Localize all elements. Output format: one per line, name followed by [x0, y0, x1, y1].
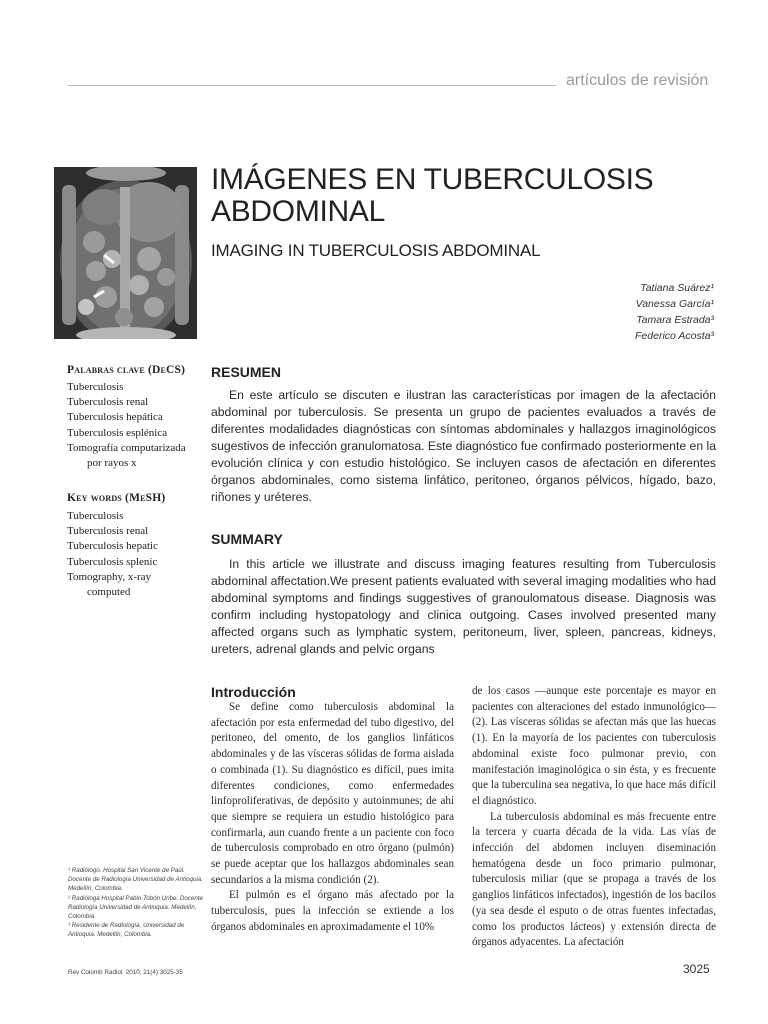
keyword-item: Tomography, x-ray	[67, 570, 152, 583]
resumen-heading: RESUMEN	[211, 364, 282, 380]
body-column-right	[472, 684, 716, 951]
article-title	[211, 164, 653, 228]
resumen-text: En este artículo se discuten e ilustran las características por imagen de la afectación abdominal por tuberculosis. Se presenta un grupo de pacientes evaluados a través de diferentes modalidades diagnósticas con síntomas abdominales y hallazgos imaginológicos sugestivos de infección granulomatosa. Este diagnóstico fue confirmado posteriormente en la evolución clínica y con estudio histológico. Se incluyen casos de afectación en diferentes órganos abdominales, como sistema linfático, peritoneo, órganos pélvicos, hígado, bazo, riñones y uréteres.	[211, 388, 716, 504]
section-label: artículos de revisión	[566, 72, 709, 89]
body-paragraph: El pulmón es el órgano más afectado por la tuberculosis, pues la infección se extiende a los órganos abdominales en aproximadamente el 10%	[211, 889, 454, 933]
footnote: ³ Residente de Radiología, Universidad de Antioquia. Medellín, Colombia.	[68, 922, 185, 939]
keywords-en-list	[67, 509, 207, 600]
keyword-item: por rayos x	[87, 457, 137, 470]
keywords-es-heading: Palabras clave (DeCS)	[67, 364, 186, 376]
author-list	[635, 280, 714, 344]
keyword-item: Tomografía computarizada	[67, 441, 186, 454]
body-paragraph: La tuberculosis abdominal es más frecuente entre la tercera y cuarta década de la vida. Las vías de infección del abdomen incluyen diseminación hematógena desde un foco primario pulmonar, tuberculosis miliar (que se propaga a través de los ganglios linfáticos infectados), ingestión de los bacilos (ya sea desde el esputo o de otras fuentes infectadas, como los productos lácteos) y extensión directa de órganos adyacentes. La afectación	[472, 810, 716, 949]
ct-scan-image	[54, 167, 197, 339]
body-paragraph: Se define como tuberculosis abdominal la afectación por esta enfermedad del tubo digestivo, del peritoneo, del omento, de los ganglios linfáticos abdominales y de las vísceras sólidas de forma aislada o combinada (1). Su diagnóstico es difícil, pues imita diferentes condiciones, como enfermedades linfoproliferativas, de depósito y autoinmunes; de ahí que siempre se requiera un estudio histológico para confirmarla, aun cuando frente a un paciente con foco de tuberculosis comprobado en otro órgano (pulmón) se puede aceptar que los hallazgos abdominales sean secundarios a la misma condición (2).	[211, 701, 454, 886]
title-line-1: IMÁGENES EN TUBERCULOSIS	[211, 163, 654, 196]
page-number: 3025	[683, 962, 710, 976]
keyword-item: Tuberculosis esplénica	[67, 426, 168, 439]
keyword-item: Tuberculosis hepatic	[67, 540, 158, 553]
keyword-item: computed	[87, 586, 131, 599]
author-footnotes	[68, 866, 206, 940]
keywords-en-heading: Key words (MeSH)	[67, 492, 166, 504]
footnote: ² Radióloga Hospital Pablo Tobón Uribe. Docente Radiología Universidad de Antioquia. Medellín, Colombia.	[68, 894, 203, 921]
body-paragraph: de los casos —aunque este porcentaje es mayor en pacientes con alteraciones del estado inmunológico— (2). Las vísceras sólidas se afectan más que las huecas (1). En la mayoría de los pacientes con tuberculosis abdominal existe foco pulmonar previo, con manifestación imaginológica o sin ésta, y es frecuente que la tuberculina sea negativa, lo que hace más difícil el diagnóstico.	[472, 685, 716, 807]
author-name: Vanessa García¹	[635, 298, 714, 310]
author-name: Tamara Estrada³	[636, 314, 714, 326]
article-subtitle: IMAGING IN TUBERCULOSIS ABDOMINAL	[211, 241, 541, 260]
author-name: Federico Acosta³	[635, 330, 714, 342]
author-name: Tatiana Suárez¹	[640, 282, 714, 294]
keyword-item: Tuberculosis	[67, 381, 124, 393]
introduction-heading: Introducción	[211, 684, 296, 700]
summary-text: In this article we illustrate and discuss imaging features resulting from Tuberculosis abdominal affectation.We present patients evaluated with several imaging modalities who had abdominal symptoms and findings suggestives of granoulomatous disease. Diagnosis was confirm including hystopatology and clinica outgoing. Cases involved presented many affected organs such as lymphatic system, peritoneum, liver, spleen, pancreas, kidneys, ureters, adrenal glands and pelvic organs	[211, 557, 716, 656]
keyword-item: Tuberculosis hepática	[67, 411, 163, 424]
summary-heading: SUMMARY	[211, 531, 283, 547]
keyword-item: Tuberculosis renal	[67, 525, 149, 538]
keyword-item: Tuberculosis renal	[67, 396, 149, 409]
journal-citation: Rev Colomb Radiol. 2010; 21(4):3025-35	[68, 969, 183, 976]
keyword-item: Tuberculosis splenic	[67, 555, 158, 568]
body-column-left	[211, 700, 454, 936]
footnote: ¹ Radiólogo. Hospital San Vicente de Paúl. Docente de Radiología Universidad de Antioquia. Medellín, Colombia.	[68, 867, 203, 893]
header-rule	[68, 85, 556, 86]
keyword-item: Tuberculosis	[67, 510, 124, 522]
keywords-es-list	[67, 380, 207, 471]
title-line-2: ABDOMINAL	[211, 195, 386, 228]
